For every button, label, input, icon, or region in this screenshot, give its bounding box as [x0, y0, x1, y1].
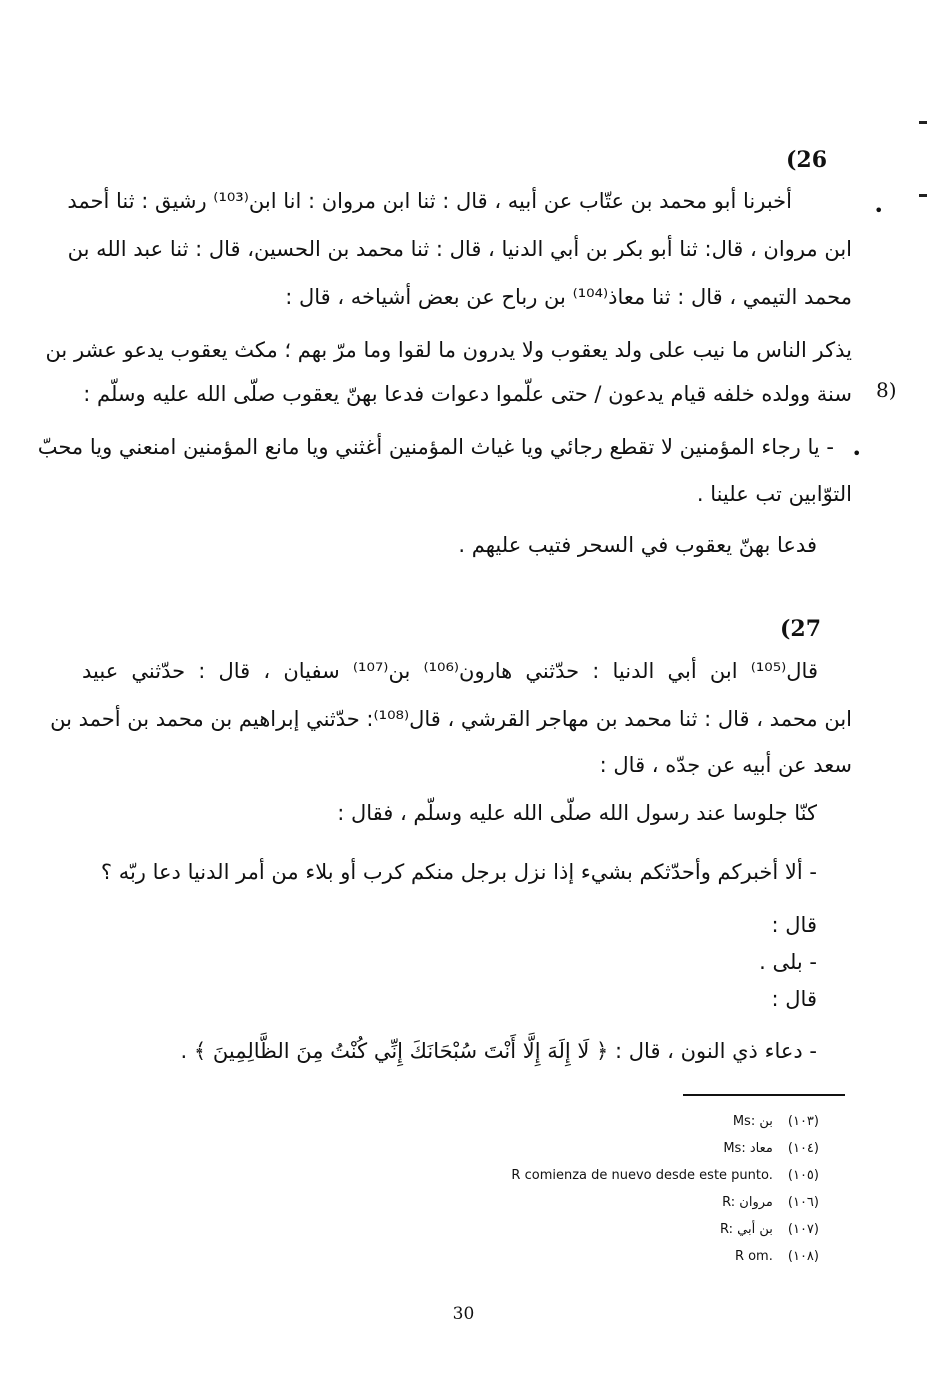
footnote-rule — [683, 1094, 845, 1096]
bullet-dot: • — [874, 201, 884, 220]
footnote-number: (١٠٣) — [787, 1114, 819, 1129]
text-line: ابن محمد ، قال : ثنا محمد بن مهاجر القرشي ، قال⁽¹⁰⁸⁾: حدّثني إبراهيم بن محمد بن أحمد بن — [50, 707, 852, 731]
footnote-number: (١٠٤) — [787, 1141, 819, 1156]
footnote — [319, 1141, 819, 1157]
text-line: ابن مروان ، قال: ثنا أبو بكر بن أبي الدنيا ، قال : ثنا محمد بن الحسين، قال : ثنا عبد الله بن — [67, 237, 852, 261]
footnote-number: (١٠٨) — [787, 1249, 819, 1264]
text-line: قال : — [771, 913, 817, 937]
text-line: سعد عن أبيه عن جدّه ، قال : — [599, 753, 852, 777]
footnote — [319, 1195, 819, 1211]
footnote-text: Ms: معاد — [723, 1141, 773, 1156]
margin-marker: 8) — [876, 378, 897, 402]
footnote-number: (١٠٥) — [787, 1168, 819, 1183]
text-line: فدعا بهنّ يعقوب في السحر فتيب عليهم . — [458, 533, 817, 557]
text-line: - ألا أخبركم وأحدّثكم بشيء إذا نزل برجل منكم كرب أو بلاء من أمر الدنيا دعا ربّه ؟ — [100, 860, 817, 884]
footnote — [319, 1222, 819, 1238]
text-line: - دعاء ذي النون ، قال : ﴿ لَا إِلَهَ إِلَّا أَنْتَ سُبْحَانَكَ إِنِّي كُنْتُ مِنَ الظَّالِمِينَ ﴾ . — [180, 1039, 817, 1063]
text-line: التوّابين تب علينا . — [696, 482, 852, 506]
scan-edge-mark — [919, 121, 927, 124]
footnote — [319, 1114, 819, 1130]
text-line: كنّا جلوسا عند رسول الله صلّى الله عليه وسلّم ، فقال : — [337, 801, 817, 825]
text-line: سنة وولده خلفه قيام يدعون / حتى علّموا دعوات فدعا بهنّ يعقوب صلّى الله عليه وسلّم : — [83, 382, 852, 406]
footnote — [319, 1249, 819, 1265]
text-line: قال : — [771, 987, 817, 1011]
scan-edge-mark — [919, 194, 927, 197]
text-line: - يا رجاء المؤمنين لا تقطع رجائي ويا غياث المؤمنين أغثني ويا مانع المؤمنين امنعني ويا محبّ — [37, 435, 834, 459]
page-number: 30 — [452, 1304, 475, 1324]
footnote-text: R comienza de nuevo desde este punto. — [511, 1168, 773, 1183]
footnote-number: (١٠٧) — [787, 1222, 819, 1237]
text-line: محمد التيمي ، قال : ثنا معاذ⁽¹⁰⁴⁾ بن رباح عن بعض أشياخه ، قال : — [285, 285, 852, 309]
footnote-text: R: بن أبي — [719, 1222, 773, 1237]
footnote-text: R om. — [734, 1249, 773, 1264]
footnote — [319, 1168, 819, 1184]
bullet-dot: • — [852, 444, 862, 463]
text-line: يذكر الناس ما نيب على ولد يعقوب ولا يدرون ما لقوا وما مرّ بهم ؛ مكث يعقوب يدعو عشر بن — [45, 338, 852, 362]
footnote-text: Ms: بن — [732, 1114, 773, 1129]
footnote-number: (١٠٦) — [787, 1195, 819, 1210]
text-line: - بلى . — [759, 950, 817, 974]
section-number-26: (26 — [786, 147, 828, 173]
footnote-text: R: مروان — [722, 1195, 773, 1210]
section-number-27: (27 — [780, 616, 822, 642]
text-line: قال⁽¹⁰⁵⁾ ابن أبي الدنيا : حدّثني هارون⁽¹⁰⁶⁾ بن⁽¹⁰⁷⁾ سفيان ، قال : حدّثني عبيد — [82, 659, 818, 683]
text-line: أخبرنا أبو محمد بن عتّاب عن أبيه ، قال : ثنا ابن مروان : انا ابن⁽¹⁰³⁾ رشيق : ثنا أحمد — [67, 189, 792, 213]
